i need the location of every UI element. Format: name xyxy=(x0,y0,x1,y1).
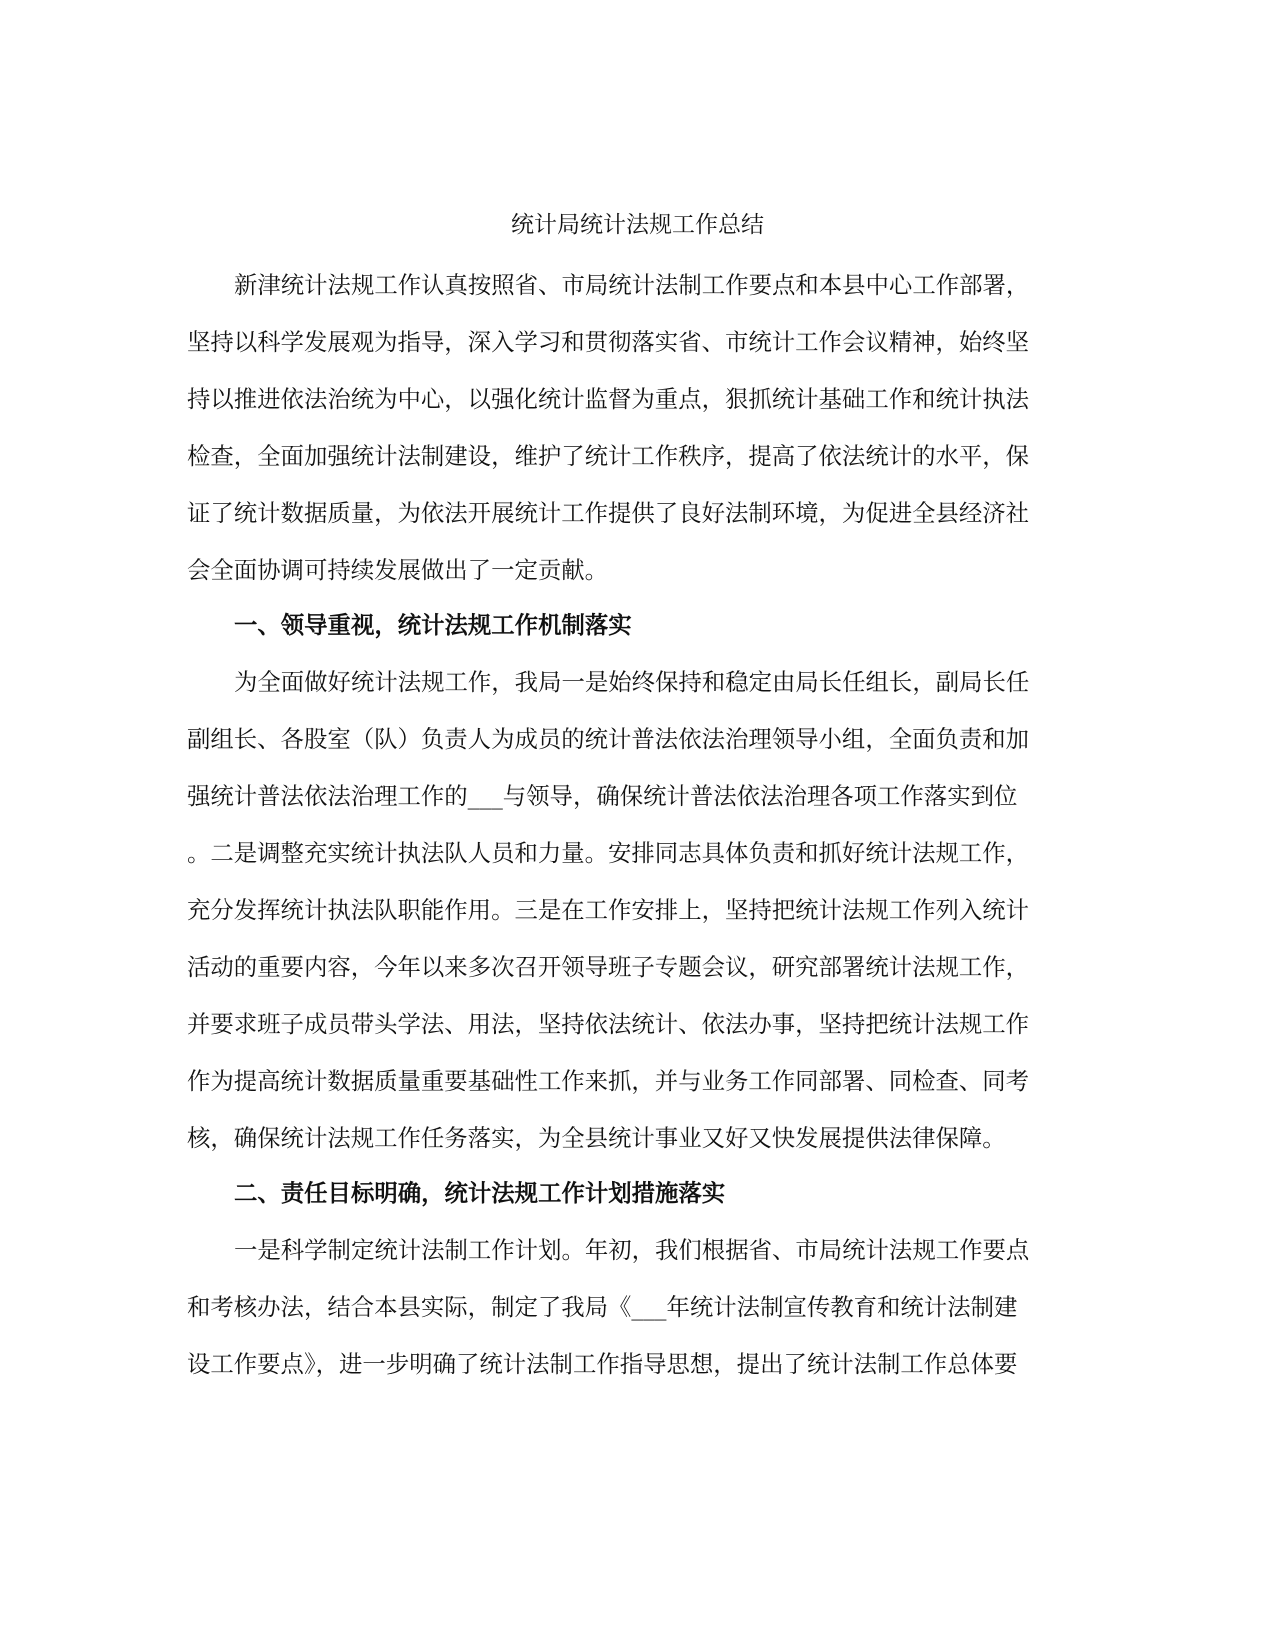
paragraph-line: 充分发挥统计执法队职能作用。三是在工作安排上，坚持把统计法规工作列入统计 xyxy=(187,896,1030,924)
paragraph-line: 坚持以科学发展观为指导，深入学习和贯彻落实省、市统计工作会议精神，始终坚 xyxy=(187,328,1030,356)
paragraph-line: 作为提高统计数据质量重要基础性工作来抓，并与业务工作同部署、同检查、同考 xyxy=(187,1067,1030,1095)
paragraph-line: 会全面协调可持续发展做出了一定贡献。 xyxy=(187,556,609,584)
paragraph-line: 设工作要点》，进一步明确了统计法制工作指导思想，提出了统计法制工作总体要 xyxy=(187,1350,1018,1378)
paragraph-line: 一是科学制定统计法制工作计划。年初，我们根据省、市局统计法规工作要点 xyxy=(234,1236,1030,1264)
section-heading: 二、责任目标明确，统计法规工作计划措施落实 xyxy=(234,1179,726,1207)
paragraph-line: 持以推进依法治统为中心，以强化统计监督为重点，狠抓统计基础工作和统计执法 xyxy=(187,385,1030,413)
paragraph-line: 强统计普法依法治理工作的___与领导，确保统计普法依法治理各项工作落实到位 xyxy=(187,782,1018,810)
paragraph-line: 并要求班子成员带头学法、用法，坚持依法统计、依法办事，坚持把统计法规工作 xyxy=(187,1010,1030,1038)
paragraph-line: 。二是调整充实统计执法队人员和力量。安排同志具体负责和抓好统计法规工作， xyxy=(187,839,1030,867)
paragraph-line: 检查，全面加强统计法制建设，维护了统计工作秩序，提高了依法统计的水平，保 xyxy=(187,442,1030,470)
paragraph-line: 和考核办法，结合本县实际，制定了我局《___年统计法制宣传教育和统计法制建 xyxy=(187,1293,1018,1321)
section-heading: 一、领导重视，统计法规工作机制落实 xyxy=(234,611,632,639)
paragraph-line: 副组长、各股室（队）负责人为成员的统计普法依法治理领导小组，全面负责和加 xyxy=(187,725,1030,753)
paragraph-line: 证了统计数据质量，为依法开展统计工作提供了良好法制环境，为促进全县经济社 xyxy=(187,499,1030,527)
document-title: 统计局统计法规工作总结 xyxy=(511,212,764,238)
paragraph-line: 核，确保统计法规工作任务落实，为全县统计事业又好又快发展提供法律保障。 xyxy=(187,1124,1006,1152)
paragraph-line: 活动的重要内容，今年以来多次召开领导班子专题会议，研究部署统计法规工作， xyxy=(187,953,1030,981)
paragraph-line: 新津统计法规工作认真按照省、市局统计法制工作要点和本县中心工作部署， xyxy=(234,271,1030,299)
paragraph-line: 为全面做好统计法规工作，我局一是始终保持和稳定由局长任组长，副局长任 xyxy=(234,668,1030,696)
